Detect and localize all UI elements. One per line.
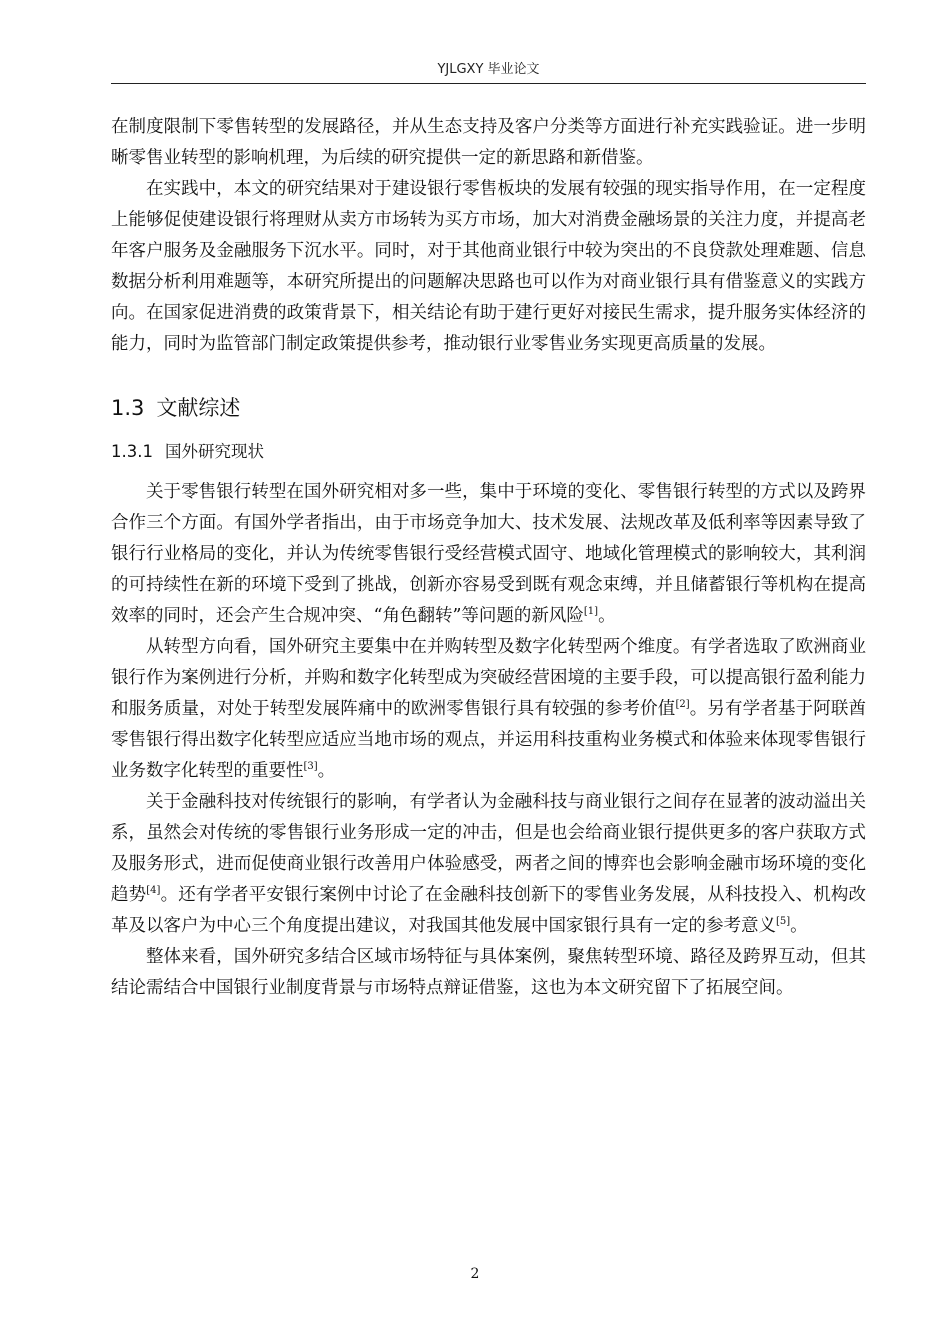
subsection-number: 1.3.1	[111, 442, 153, 461]
paragraph-practice: 在实践中，本文的研究结果对于建设银行零售板块的发展有较强的现实指导作用，在一定程度上能够促使建设银行将理财从卖方市场转为买方市场，加大对消费金融场景的关注力度，并提高老年客户服务及金融服务下沉水平。同时，对于其他商业银行中较为突出的不良贷款处理难题、信息数据分析利用难题等，本研究所提出的问题解决思路也可以作为对商业银行具有借鉴意义的实践方向。在国家促进消费的政策背景下，相关结论有助于建行更好对接民生需求，提升服务实体经济的能力，同时为监管部门制定政策提供参考，推动银行业零售业务实现更高质量的发展。	[111, 179, 866, 354]
page-header: YJLGXY 毕业论文	[111, 58, 866, 84]
paragraph-text: 。还有学者平安银行案例中讨论了在金融科技创新下的零售业务发展，从科技投入、机构改革及以客户为中心三个角度提出建议，对我国其他发展中国家银行具有一定的参考意义	[111, 885, 867, 936]
paragraph-foreign-research-3	[111, 787, 866, 942]
paragraph-text: 。另有学者基于阿联酋零售银行得出数字化转型应适应当地市场的观点，并运用科技重构业务模式和体验来体现零售银行业务数字化转型的重要性	[111, 699, 867, 781]
paragraph-continued: 在制度限制下零售转型的发展路径，并从生态支持及客户分类等方面进行补充实践验证。进一步明晰零售业转型的影响机理，为后续的研究提供一定的新思路和新借鉴。	[111, 117, 866, 168]
document-body	[111, 112, 866, 1004]
paragraph-tail: 。	[790, 916, 808, 936]
citation-5: [5]	[776, 916, 791, 928]
paragraph-text: 关于金融科技对传统银行的影响，有学者认为金融科技与商业银行之间存在显著的波动溢出关系，虽然会对传统的零售银行业务形成一定的冲击，但是也会给商业银行提供更多的客户获取方式及服务形式，进而促使商业银行改善用户体验感受，两者之间的博弈也会影响金融市场环境的变化趋势	[111, 792, 866, 905]
paragraph-foreign-research-2	[111, 632, 866, 787]
section-heading	[111, 393, 866, 423]
citation-2: [2]	[675, 699, 690, 711]
section-number: 1.3	[111, 396, 145, 420]
paragraph-foreign-research-1	[111, 477, 866, 632]
subsection-heading	[111, 437, 866, 467]
citation-1: [1]	[583, 606, 599, 618]
paragraph-foreign-research-summary: 整体来看，国外研究多结合区域市场特征与具体案例，聚焦转型环境、路径及跨界互动，但其结论需结合中国银行业制度背景与市场特点辩证借鉴，这也为本文研究留下了拓展空间。	[111, 947, 866, 998]
subsection-title: 国外研究现状	[164, 442, 264, 461]
page-number: 2	[470, 1266, 480, 1282]
section-title: 文献综述	[156, 396, 241, 420]
paragraph-text: 关于零售银行转型在国外研究相对多一些，集中于环境的变化、零售银行转型的方式以及跨界合作三个方面。有国外学者指出，由于市场竞争加大、技术发展、法规改革及低利率等因素导致了银行行业格局的变化，并认为传统零售银行受经营模式固守、地域化管理模式的影响较大，其利润的可持续性在新的环境下受到了挑战，创新亦容易受到既有观念束缚，并且储蓄银行等机构在提高效率的同时，还会产生合规冲突、“角色翻转”等问题的新风险	[111, 482, 866, 626]
paragraph-tail: 。	[598, 606, 616, 626]
paragraph-text: 从转型方向看，国外研究主要集中在并购转型及数字化转型两个维度。有学者选取了欧洲商业银行作为案例进行分析，并购和数字化转型成为突破经营困境的主要手段，可以提高银行盈利能力和服务质量，对处于转型发展阵痛中的欧洲零售银行具有较强的参考价值	[111, 637, 866, 719]
citation-3: [3]	[303, 761, 318, 773]
citation-4: [4]	[146, 885, 161, 897]
paragraph-tail: 。	[317, 761, 336, 781]
